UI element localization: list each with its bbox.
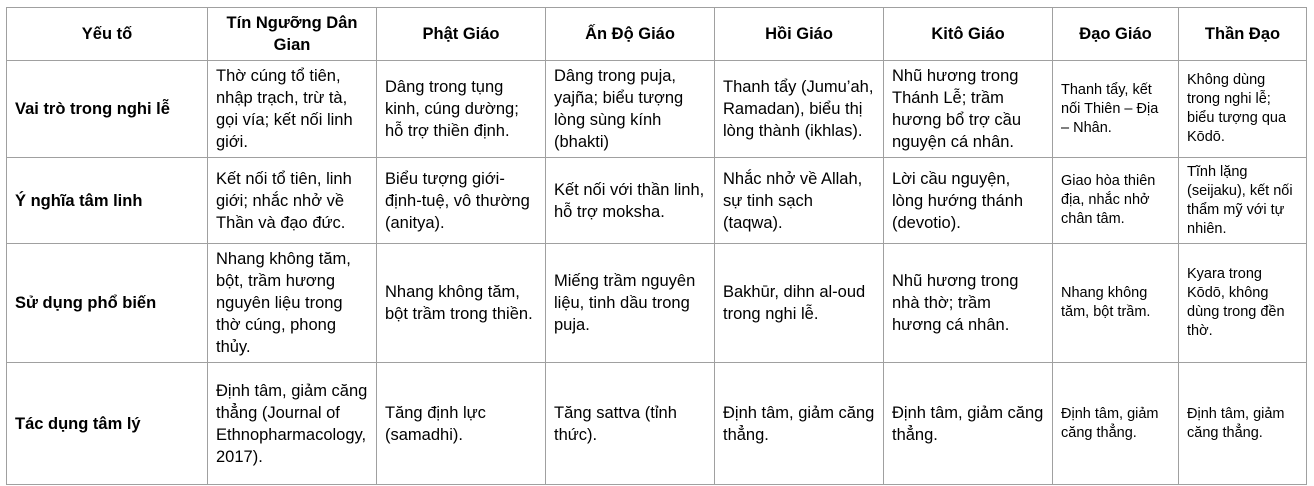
table-cell: Kết nối tổ tiên, linh giới; nhắc nhở về Thần và đạo đức. — [208, 158, 377, 244]
table-cell: Tĩnh lặng (seijaku), kết nối thẩm mỹ với tự nhiên. — [1179, 158, 1307, 244]
table-row — [7, 244, 1307, 363]
table-cell: Tăng sattva (tỉnh thức). — [546, 363, 715, 485]
row-header: Tác dụng tâm lý — [7, 363, 208, 485]
column-header: Kitô Giáo — [884, 8, 1053, 61]
header-row — [7, 8, 1307, 61]
table-cell: Bakhūr, dihn al-oud trong nghi lễ. — [715, 244, 884, 363]
table-cell: Thanh tẩy, kết nối Thiên – Địa – Nhân. — [1053, 61, 1179, 158]
table-cell: Dâng trong puja, yajña; biểu tượng lòng sùng kính (bhakti) — [546, 61, 715, 158]
table-cell: Thờ cúng tổ tiên, nhập trạch, trừ tà, gọi vía; kết nối linh giới. — [208, 61, 377, 158]
table-cell: Nhắc nhở về Allah, sự tinh sạch (taqwa). — [715, 158, 884, 244]
column-header: Yếu tố — [7, 8, 208, 61]
table-cell: Nhang không tăm, bột, trầm hương nguyên liệu trong thờ cúng, phong thủy. — [208, 244, 377, 363]
table-cell: Biểu tượng giới-định-tuệ, vô thường (anitya). — [377, 158, 546, 244]
row-header: Ý nghĩa tâm linh — [7, 158, 208, 244]
table-cell: Lời cầu nguyện, lòng hướng thánh (devotio). — [884, 158, 1053, 244]
row-header: Sử dụng phổ biến — [7, 244, 208, 363]
religion-incense-comparison-table — [6, 7, 1307, 485]
table-cell: Định tâm, giảm căng thẳng. — [715, 363, 884, 485]
table-cell: Thanh tẩy (Jumu’ah, Ramadan), biểu thị lòng thành (ikhlas). — [715, 61, 884, 158]
table-cell: Nhũ hương trong Thánh Lễ; trầm hương bổ trợ cầu nguyện cá nhân. — [884, 61, 1053, 158]
table-row — [7, 363, 1307, 485]
column-header: Hồi Giáo — [715, 8, 884, 61]
table-cell: Không dùng trong nghi lễ; biểu tượng qua Kōdō. — [1179, 61, 1307, 158]
table-cell: Định tâm, giảm căng thẳng. — [1179, 363, 1307, 485]
table-cell: Kyara trong Kōdō, không dùng trong đền thờ. — [1179, 244, 1307, 363]
column-header: Đạo Giáo — [1053, 8, 1179, 61]
table-cell: Nhũ hương trong nhà thờ; trầm hương cá nhân. — [884, 244, 1053, 363]
column-header: Phật Giáo — [377, 8, 546, 61]
table-cell: Nhang không tăm, bột trầm. — [1053, 244, 1179, 363]
table-cell: Giao hòa thiên địa, nhắc nhở chân tâm. — [1053, 158, 1179, 244]
table-cell: Miếng trầm nguyên liệu, tinh dầu trong puja. — [546, 244, 715, 363]
table-cell: Dâng trong tụng kinh, cúng dường; hỗ trợ thiền định. — [377, 61, 546, 158]
table-cell: Tăng định lực (samadhi). — [377, 363, 546, 485]
table-cell: Nhang không tăm, bột trầm trong thiền. — [377, 244, 546, 363]
table-row — [7, 158, 1307, 244]
table-cell: Định tâm, giảm căng thẳng. — [884, 363, 1053, 485]
row-header: Vai trò trong nghi lễ — [7, 61, 208, 158]
table-cell: Định tâm, giảm căng thẳng (Journal of Ethnopharmacology, 2017). — [208, 363, 377, 485]
column-header: Ấn Độ Giáo — [546, 8, 715, 61]
table-cell: Định tâm, giảm căng thẳng. — [1053, 363, 1179, 485]
column-header: Thần Đạo — [1179, 8, 1307, 61]
table-cell: Kết nối với thần linh, hỗ trợ moksha. — [546, 158, 715, 244]
column-header: Tín Ngưỡng Dân Gian — [208, 8, 377, 61]
table-row — [7, 61, 1307, 158]
